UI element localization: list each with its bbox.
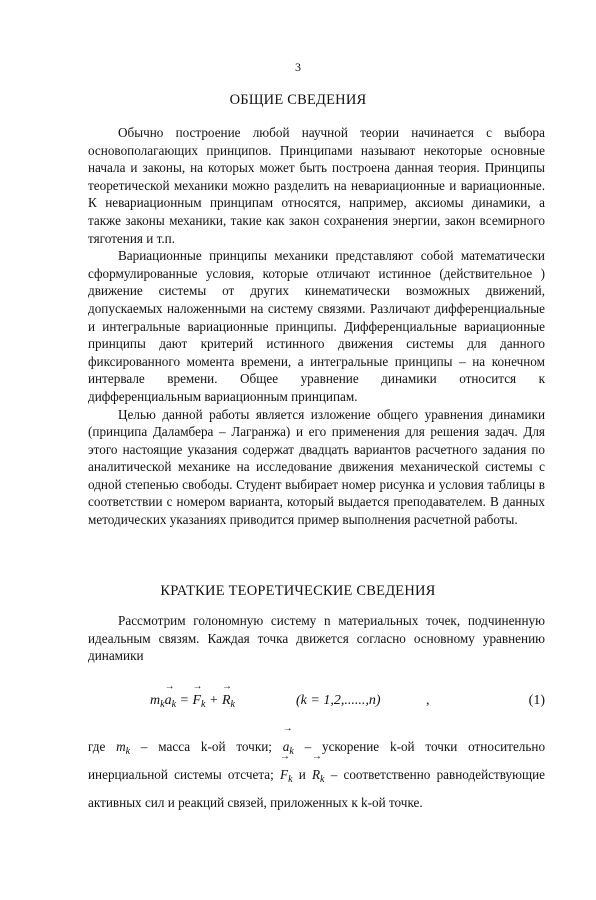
vector-F: → F	[280, 763, 288, 786]
section-general-body	[88, 124, 545, 529]
equation-expression: $m_k\to a_k$ = → $F_k$ + → $R_k$	[150, 693, 235, 710]
section-title-general: ОБЩИЕ СВЕДЕНИЯ	[229, 92, 367, 108]
vector-a: → a	[283, 735, 290, 758]
paragraph: Рассмотрим голономную систему n материальных точек, подчиненную идеальным связям. Каждая точка движется согласно основному уравнению динамики	[88, 613, 545, 664]
vector-a: → a	[165, 693, 172, 709]
paragraph: Обычно построение любой научной теории начинается с выбора основополагающих принципов. Принципами называют некоторые основные начала и законы, на которых может быть построена данная теория. Принципы теоретической механики можно разделить на невариационные и вариационные. К невариационным принципам относятся, например, аксиомы динамики, а также законы механики, такие как закон сохранения энергии, закон всемирного тяготения и т.п.	[88, 125, 545, 246]
vector-R: → R	[222, 693, 231, 709]
equation-number: (1)	[528, 693, 545, 708]
index-range: (k = 1,2,......,n)	[296, 693, 381, 708]
equation-explanation: где $m_k$ – масса k-ой точки; → $a_k$ – ускорение k-ой точки относительно инерциальной системы отсчета; → $F_k$ $и \to R_k$ – соответственно равнодействующие активных сил и реакций связей, приложенных к k-ой точке.	[88, 735, 545, 814]
section-title-theory: КРАТКИЕ ТЕОРЕТИЧЕСКИЕ СВЕДЕНИЯ	[160, 583, 436, 599]
vector-F: → F	[192, 693, 201, 709]
section-theory-intro	[88, 612, 545, 665]
equation-1	[88, 693, 545, 713]
vector-R: → R	[312, 763, 320, 786]
formula-comma: ,	[426, 693, 430, 708]
page-number: 3	[295, 60, 301, 74]
paragraph: Целью данной работы является изложение общего уравнения динамики (принципа Даламбера – Лагранжа) и его применения для решения задач. Для этого настоящие указания содержат двадцать вариантов расчетного задания по аналитической механике на исследование движения механической системы с одной степенью свободы. Студент выбирает номер рисунка и условия таблицы в соответствии с номером варианта, который выдается преподавателем. В данных методических указаниях приводится пример выполнения расчетной работы.	[88, 406, 545, 528]
paragraph: Вариационные принципы механики представляют собой математически сформулированные условия, которые отличают истинное (действительное ) движение системы от других кинематически возможных движений, допускаемых наложенными на систему связями. Различают дифференциальные и интегральные вариационные принципы. Дифференциальные вариационные принципы дают критерий истинного движения системы для данного фиксированного момента времени, а интегральные принципы – на конечном интервале времени. Общее уравнение динамики относится к дифференциальным вариационным принципам.	[88, 248, 545, 404]
